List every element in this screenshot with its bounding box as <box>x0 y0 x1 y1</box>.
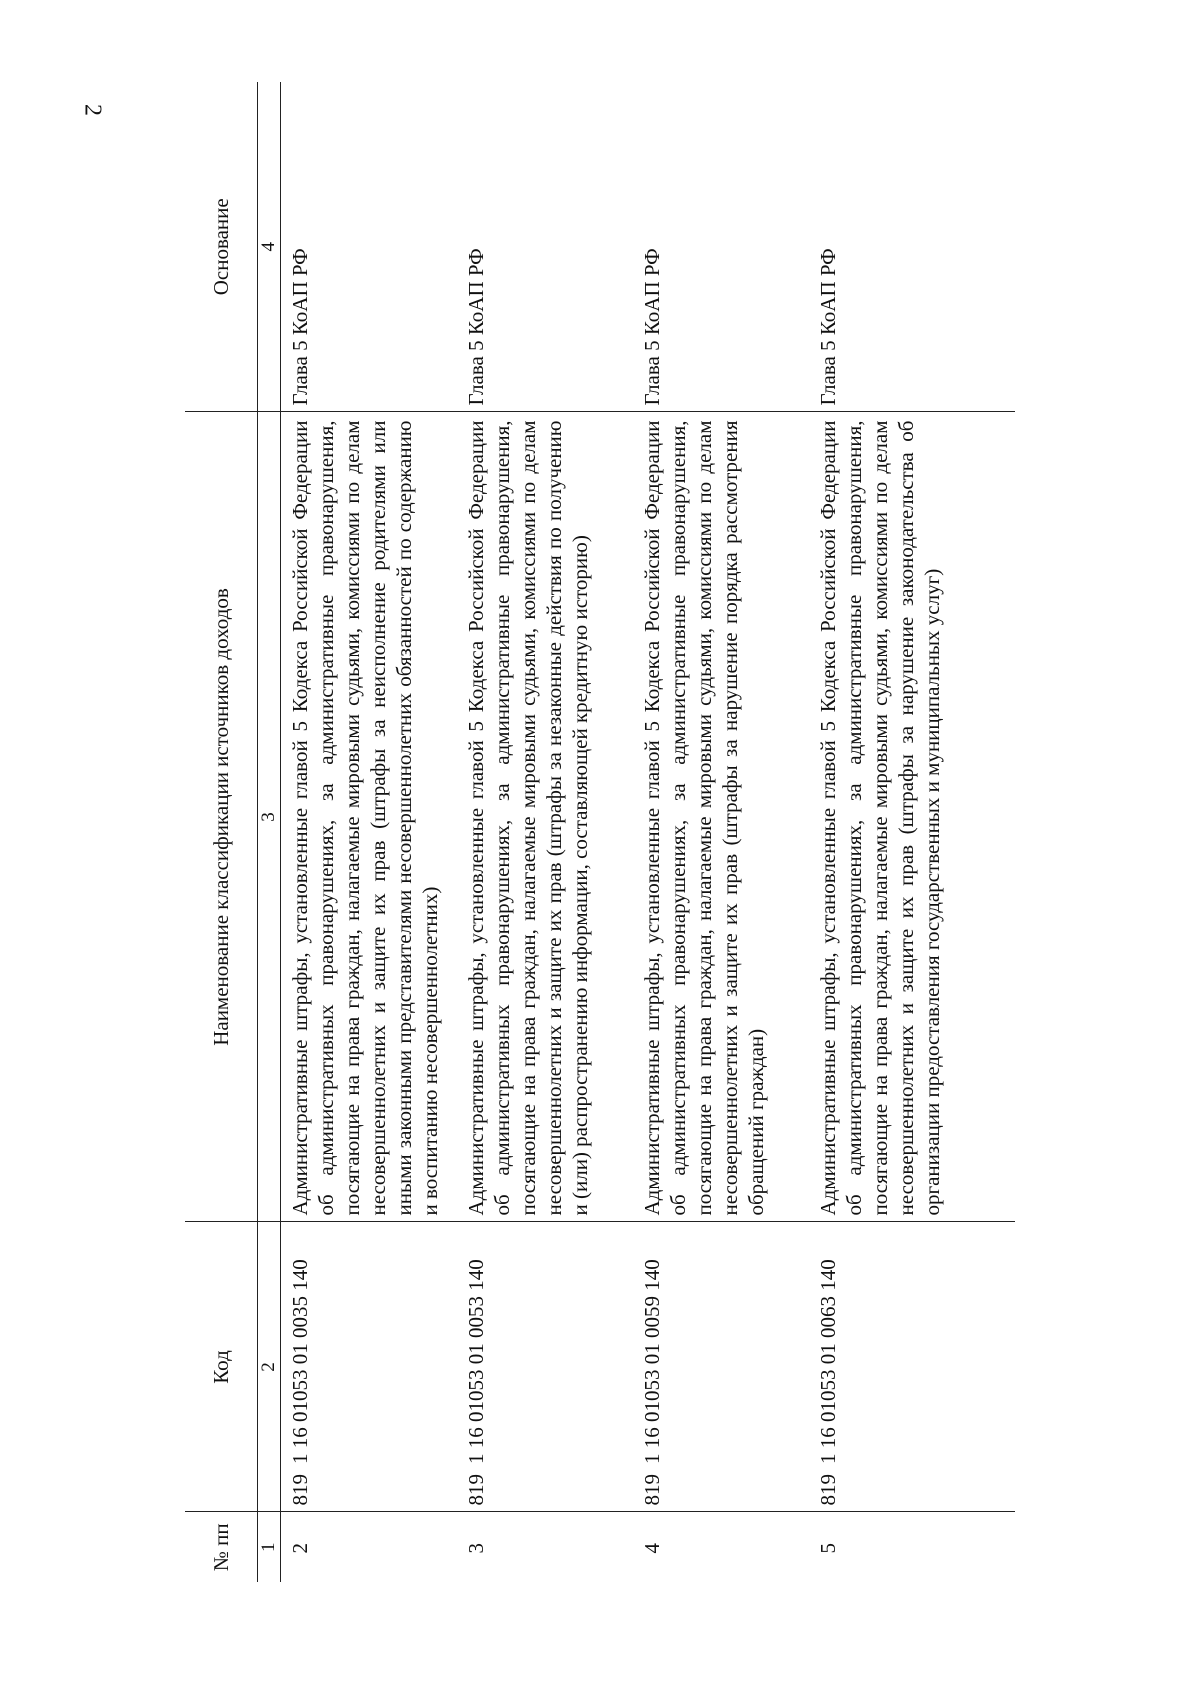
budget-code: 1 16 01053 01 0059 140 <box>640 1259 664 1464</box>
row-basis: Глава 5 КоАП РФ <box>640 248 664 406</box>
row-code <box>281 1222 458 1512</box>
row-basis: Глава 5 КоАП РФ <box>816 248 840 406</box>
table-row <box>809 82 1015 1582</box>
table-row <box>457 82 633 1582</box>
admin-code: 819 <box>816 1474 840 1506</box>
row-code <box>457 1222 633 1512</box>
budget-code: 1 16 01053 01 0035 140 <box>288 1259 312 1464</box>
budget-code: 1 16 01053 01 0053 140 <box>464 1259 488 1464</box>
row-basis: Глава 5 КоАП РФ <box>288 248 312 406</box>
table-row <box>281 82 458 1582</box>
table-header-row <box>185 82 258 1582</box>
header-name: Наименование классификации источников доходов <box>185 412 258 1222</box>
row-number: 4 <box>633 1512 809 1582</box>
row-number: 2 <box>281 1512 458 1582</box>
row-description: Административные штрафы, установленные главой 5 Кодекса Российской Федерации об административных правонарушениях, за административные правонарушения, посягающие на права граждан, налагаемые мировыми судьями, комиссиями по делам несовершеннолетних и защите их прав (штрафы за нарушение порядка рассмотрения обращений граждан) <box>633 412 809 1222</box>
column-number: 2 <box>258 1222 281 1512</box>
admin-code: 819 <box>464 1474 488 1506</box>
row-basis: Глава 5 КоАП РФ <box>464 248 488 406</box>
admin-code: 819 <box>640 1474 664 1506</box>
column-number: 1 <box>258 1512 281 1582</box>
column-number: 3 <box>258 412 281 1222</box>
row-description: Административные штрафы, установленные главой 5 Кодекса Российской Федерации об административных правонарушениях, за административные правонарушения, посягающие на права граждан, налагаемые мировыми судьями, комиссиями по делам несовершеннолетних и защите их прав (штрафы за незаконные действия по получению и (или) распространению информации, составляющей кредитную историю) <box>457 412 633 1222</box>
row-description: Административные штрафы, установленные главой 5 Кодекса Российской Федерации об административных правонарушениях, за административные правонарушения, посягающие на права граждан, налагаемые мировыми судьями, комиссиями по делам несовершеннолетних и защите их прав (штрафы за неисполнение родителями или иными законными представителями несовершеннолетних обязанностей по содержанию и воспитанию несовершеннолетних) <box>281 412 458 1222</box>
rotated-table-container <box>185 82 985 1582</box>
admin-code: 819 <box>288 1474 312 1506</box>
table-row <box>633 82 809 1582</box>
row-code <box>633 1222 809 1512</box>
row-number: 3 <box>457 1512 633 1582</box>
revenue-classification-table <box>185 82 1015 1582</box>
header-num: № пп <box>185 1512 258 1582</box>
header-basis: Основание <box>185 82 258 412</box>
column-number-row <box>258 82 281 1582</box>
row-description: Административные штрафы, установленные главой 5 Кодекса Российской Федерации об административных правонарушениях, за административные правонарушения, посягающие на права граждан, налагаемые мировыми судьями, комиссиями по делам несовершеннолетних и защите их прав (штрафы за нарушение законодательства об организации предоставления государственных и муниципальных услуг) <box>809 412 1015 1222</box>
header-code: Код <box>185 1222 258 1512</box>
row-number: 5 <box>809 1512 1015 1582</box>
page-number: 2 <box>79 104 106 116</box>
row-code <box>809 1222 1015 1512</box>
column-number: 4 <box>258 82 281 412</box>
budget-code: 1 16 01053 01 0063 140 <box>816 1259 840 1464</box>
